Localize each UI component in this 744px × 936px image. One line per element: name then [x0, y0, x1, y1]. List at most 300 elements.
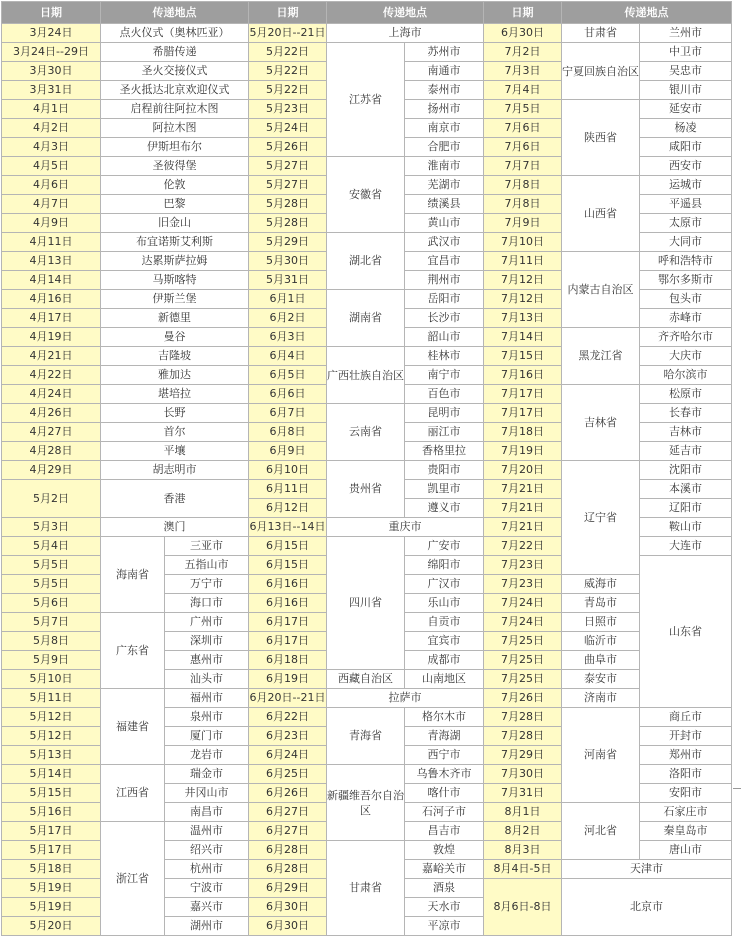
location-cell: 青海省: [327, 708, 405, 765]
date-cell: 4月14日: [2, 271, 101, 290]
location-cell: 江西省: [101, 765, 165, 822]
location-cell: 昌吉市: [405, 822, 484, 841]
date-cell: 5月11日: [2, 689, 101, 708]
date-cell: 5月5日: [2, 556, 101, 575]
location-cell: 长春市: [640, 404, 732, 423]
location-cell: 南宁市: [405, 366, 484, 385]
location-cell: 桂林市: [405, 347, 484, 366]
date-cell: 6月10日: [249, 461, 327, 480]
date-cell: 7月24日: [484, 594, 562, 613]
location-cell: 吉林省: [562, 385, 640, 461]
date-cell: 4月27日: [2, 423, 101, 442]
location-cell: 商丘市: [640, 708, 732, 727]
location-cell: 龙岩市: [165, 746, 249, 765]
location-cell: 甘肃省: [562, 24, 640, 43]
location-cell: 呼和浩特市: [640, 252, 732, 271]
location-cell: 平壤: [101, 442, 249, 461]
date-cell: 5月8日: [2, 632, 101, 651]
date-cell: 4月13日: [2, 252, 101, 271]
header-date-1: 日期: [2, 2, 101, 24]
date-cell: 7月25日: [484, 632, 562, 651]
date-cell: 6月26日: [249, 784, 327, 803]
date-cell: 7月6日: [484, 138, 562, 157]
location-cell: 鄂尔多斯市: [640, 271, 732, 290]
location-cell: 山西省: [562, 176, 640, 252]
date-cell: 6月30日: [249, 898, 327, 917]
date-cell: 7月4日: [484, 81, 562, 100]
date-cell: 4月26日: [2, 404, 101, 423]
date-cell: 6月15日: [249, 556, 327, 575]
location-cell: 运城市: [640, 176, 732, 195]
date-cell: 7月23日: [484, 575, 562, 594]
header-location-1: 传递地点: [101, 2, 249, 24]
location-cell: 武汉市: [405, 233, 484, 252]
date-cell: 5月17日: [2, 841, 101, 860]
location-cell: 济南市: [562, 689, 640, 708]
date-cell: 6月27日: [249, 822, 327, 841]
date-cell: 6月30日: [249, 917, 327, 936]
location-cell: 胡志明市: [101, 461, 249, 480]
location-cell: 达累斯萨拉姆: [101, 252, 249, 271]
date-cell: 7月11日: [484, 252, 562, 271]
date-cell: 5月22日: [249, 81, 327, 100]
location-cell: 巴黎: [101, 195, 249, 214]
location-cell: 延安市: [640, 100, 732, 119]
date-cell: 5月26日: [249, 138, 327, 157]
header-date-2: 日期: [249, 2, 327, 24]
date-cell: 7月19日: [484, 442, 562, 461]
date-cell: 4月1日: [2, 100, 101, 119]
location-cell: 苏州市: [405, 43, 484, 62]
location-cell: 布宜诺斯艾利斯: [101, 233, 249, 252]
location-cell: 青海湖: [405, 727, 484, 746]
location-cell: 长野: [101, 404, 249, 423]
date-cell: 7月18日: [484, 423, 562, 442]
location-cell: 宜昌市: [405, 252, 484, 271]
date-cell: 4月19日: [2, 328, 101, 347]
location-cell: 宁波市: [165, 879, 249, 898]
location-cell: 湖州市: [165, 917, 249, 936]
date-cell: 7月21日: [484, 518, 562, 537]
location-cell: 平凉市: [405, 917, 484, 936]
location-cell: 乐山市: [405, 594, 484, 613]
date-cell: 7月15日: [484, 347, 562, 366]
location-cell: 伦敦: [101, 176, 249, 195]
date-cell: 4月29日: [2, 461, 101, 480]
location-cell: 昆明市: [405, 404, 484, 423]
date-cell: 5月10日: [2, 670, 101, 689]
date-cell: 7月23日: [484, 556, 562, 575]
location-cell: 杭州市: [165, 860, 249, 879]
location-cell: 洛阳市: [640, 765, 732, 784]
date-cell: 4月24日: [2, 385, 101, 404]
location-cell: 山东省: [640, 556, 732, 708]
location-cell: 荆州市: [405, 271, 484, 290]
header-location-2: 传递地点: [327, 2, 484, 24]
date-cell: 5月27日: [249, 176, 327, 195]
location-cell: 北京市: [562, 879, 732, 936]
date-cell: 6月17日: [249, 613, 327, 632]
location-cell: 拉萨市: [327, 689, 484, 708]
date-cell: 5月4日: [2, 537, 101, 556]
date-cell: 7月29日: [484, 746, 562, 765]
date-cell: 5月29日: [249, 233, 327, 252]
date-cell: 4月17日: [2, 309, 101, 328]
date-cell: 5月9日: [2, 651, 101, 670]
date-cell: 6月28日: [249, 860, 327, 879]
location-cell: 甘肃省: [327, 841, 405, 936]
location-cell: 秦皇岛市: [640, 822, 732, 841]
location-cell: 吉林市: [640, 423, 732, 442]
location-cell: 大同市: [640, 233, 732, 252]
table-row: [2, 43, 732, 62]
date-cell: 6月15日: [249, 537, 327, 556]
date-cell: 5月30日: [249, 252, 327, 271]
date-cell: 8月1日: [484, 803, 562, 822]
location-cell: 丽江市: [405, 423, 484, 442]
location-cell: 曼谷: [101, 328, 249, 347]
location-cell: 陕西省: [562, 100, 640, 176]
date-cell: 6月12日: [249, 499, 327, 518]
location-cell: 广东省: [101, 613, 165, 689]
date-cell: 4月16日: [2, 290, 101, 309]
date-cell: 5月22日: [249, 62, 327, 81]
date-cell: 7月2日: [484, 43, 562, 62]
location-cell: 安徽省: [327, 157, 405, 233]
location-cell: 格尔木市: [405, 708, 484, 727]
date-cell: 4月11日: [2, 233, 101, 252]
date-cell: 7月24日: [484, 613, 562, 632]
location-cell: 云南省: [327, 404, 405, 461]
location-cell: 郑州市: [640, 746, 732, 765]
date-cell: 6月28日: [249, 841, 327, 860]
location-cell: 酒泉: [405, 879, 484, 898]
location-cell: 新疆维吾尔自治区: [327, 765, 405, 841]
date-cell: 7月20日: [484, 461, 562, 480]
location-cell: 泰安市: [562, 670, 640, 689]
date-cell: 6月11日: [249, 480, 327, 499]
location-cell: 湖南省: [327, 290, 405, 347]
torch-relay-schedule-table: [1, 1, 732, 936]
location-cell: 温州市: [165, 822, 249, 841]
location-cell: 韶山市: [405, 328, 484, 347]
location-cell: 赤峰市: [640, 309, 732, 328]
location-cell: 万宁市: [165, 575, 249, 594]
location-cell: 堪培拉: [101, 385, 249, 404]
date-cell: 6月29日: [249, 879, 327, 898]
location-cell: 上海市: [327, 24, 484, 43]
location-cell: 福州市: [165, 689, 249, 708]
date-cell: 5月19日: [2, 879, 101, 898]
date-cell: 7月31日: [484, 784, 562, 803]
location-cell: 希腊传递: [101, 43, 249, 62]
location-cell: 凯里市: [405, 480, 484, 499]
date-cell: 4月28日: [2, 442, 101, 461]
date-cell: 8月6日-8日: [484, 879, 562, 936]
date-cell: 7月9日: [484, 214, 562, 233]
date-cell: 7月30日: [484, 765, 562, 784]
date-cell: 7月14日: [484, 328, 562, 347]
location-cell: 绩溪县: [405, 195, 484, 214]
location-cell: 成都市: [405, 651, 484, 670]
date-cell: 3月31日: [2, 81, 101, 100]
location-cell: 伊斯坦布尔: [101, 138, 249, 157]
location-cell: 中卫市: [640, 43, 732, 62]
date-cell: 7月22日: [484, 537, 562, 556]
date-cell: 8月2日: [484, 822, 562, 841]
location-cell: 点火仪式（奥林匹亚）: [101, 24, 249, 43]
date-cell: 7月17日: [484, 404, 562, 423]
location-cell: 哈尔滨市: [640, 366, 732, 385]
date-cell: 7月7日: [484, 157, 562, 176]
date-cell: 5月16日: [2, 803, 101, 822]
date-cell: 7月8日: [484, 176, 562, 195]
date-cell: 5月12日: [2, 727, 101, 746]
table-row: [2, 24, 732, 43]
date-cell: 6月27日: [249, 803, 327, 822]
date-cell: 7月3日: [484, 62, 562, 81]
date-cell: 5月5日: [2, 575, 101, 594]
location-cell: 宜宾市: [405, 632, 484, 651]
location-cell: 雅加达: [101, 366, 249, 385]
date-cell: 6月8日: [249, 423, 327, 442]
location-cell: 贵州省: [327, 461, 405, 518]
date-cell: 7月12日: [484, 290, 562, 309]
location-cell: 辽阳市: [640, 499, 732, 518]
location-cell: 鞍山市: [640, 518, 732, 537]
location-cell: 日照市: [562, 613, 640, 632]
location-cell: 三亚市: [165, 537, 249, 556]
location-cell: 广西壮族自治区: [327, 347, 405, 404]
date-cell: 7月21日: [484, 480, 562, 499]
location-cell: 延吉市: [640, 442, 732, 461]
location-cell: 松原市: [640, 385, 732, 404]
location-cell: 石河子市: [405, 803, 484, 822]
date-cell: 6月1日: [249, 290, 327, 309]
date-cell: 6月2日: [249, 309, 327, 328]
date-cell: 5月28日: [249, 195, 327, 214]
location-cell: 自贡市: [405, 613, 484, 632]
date-cell: 4月7日: [2, 195, 101, 214]
location-cell: 淮南市: [405, 157, 484, 176]
date-cell: 4月3日: [2, 138, 101, 157]
date-cell: 4月5日: [2, 157, 101, 176]
date-cell: 3月24日: [2, 24, 101, 43]
location-cell: 山南地区: [405, 670, 484, 689]
date-cell: 6月6日: [249, 385, 327, 404]
location-cell: 新德里: [101, 309, 249, 328]
location-cell: 唐山市: [640, 841, 732, 860]
date-cell: 6月19日: [249, 670, 327, 689]
date-cell: 5月24日: [249, 119, 327, 138]
location-cell: 杨凌: [640, 119, 732, 138]
location-cell: 厦门市: [165, 727, 249, 746]
location-cell: 曲阜市: [562, 651, 640, 670]
location-cell: 圣彼得堡: [101, 157, 249, 176]
location-cell: 开封市: [640, 727, 732, 746]
date-cell: 6月17日: [249, 632, 327, 651]
date-cell: 7月5日: [484, 100, 562, 119]
date-cell: 8月4日-5日: [484, 860, 562, 879]
location-cell: 石家庄市: [640, 803, 732, 822]
date-cell: 7月13日: [484, 309, 562, 328]
date-cell: 7月26日: [484, 689, 562, 708]
location-cell: 平遥县: [640, 195, 732, 214]
location-cell: 广汉市: [405, 575, 484, 594]
date-cell: 5月31日: [249, 271, 327, 290]
location-cell: 咸阳市: [640, 138, 732, 157]
date-cell: 5月28日: [249, 214, 327, 233]
date-cell: 6月25日: [249, 765, 327, 784]
location-cell: 贵阳市: [405, 461, 484, 480]
date-cell: 5月27日: [249, 157, 327, 176]
date-cell: 5月23日: [249, 100, 327, 119]
header-location-3: 传递地点: [562, 2, 732, 24]
location-cell: 河北省: [562, 803, 640, 860]
date-cell: 4月6日: [2, 176, 101, 195]
location-cell: 芜湖市: [405, 176, 484, 195]
location-cell: 齐齐哈尔市: [640, 328, 732, 347]
date-cell: 3月30日: [2, 62, 101, 81]
location-cell: 乌鲁木齐市: [405, 765, 484, 784]
date-cell: 6月18日: [249, 651, 327, 670]
table-row: [2, 689, 732, 708]
date-cell: 6月9日: [249, 442, 327, 461]
location-cell: 启程前往阿拉木图: [101, 100, 249, 119]
location-cell: 瑞金市: [165, 765, 249, 784]
location-cell: 南京市: [405, 119, 484, 138]
date-cell: 7月10日: [484, 233, 562, 252]
date-cell: 7月25日: [484, 651, 562, 670]
location-cell: 大连市: [640, 537, 732, 556]
date-cell: 7月17日: [484, 385, 562, 404]
location-cell: 百色市: [405, 385, 484, 404]
date-cell: 5月20日--21日: [249, 24, 327, 43]
location-cell: 湖北省: [327, 233, 405, 290]
location-cell: 吉隆坡: [101, 347, 249, 366]
location-cell: 辽宁省: [562, 461, 640, 575]
location-cell: 临沂市: [562, 632, 640, 651]
location-cell: 岳阳市: [405, 290, 484, 309]
location-cell: 旧金山: [101, 214, 249, 233]
date-cell: 6月4日: [249, 347, 327, 366]
location-cell: 广州市: [165, 613, 249, 632]
location-cell: 喀什市: [405, 784, 484, 803]
table-row: [2, 461, 732, 480]
location-cell: 大庆市: [640, 347, 732, 366]
date-cell: 5月18日: [2, 860, 101, 879]
location-cell: 安阳市: [640, 784, 732, 803]
location-cell: 泰州市: [405, 81, 484, 100]
location-cell: 西藏自治区: [327, 670, 405, 689]
location-cell: 惠州市: [165, 651, 249, 670]
location-cell: 江苏省: [327, 43, 405, 157]
date-cell: 7月21日: [484, 499, 562, 518]
location-cell: 汕头市: [165, 670, 249, 689]
location-cell: 包头市: [640, 290, 732, 309]
date-cell: 6月30日: [484, 24, 562, 43]
date-cell: 7月28日: [484, 727, 562, 746]
date-cell: 4月21日: [2, 347, 101, 366]
location-cell: 南昌市: [165, 803, 249, 822]
date-cell: 5月7日: [2, 613, 101, 632]
location-cell: 遵义市: [405, 499, 484, 518]
location-cell: 四川省: [327, 537, 405, 670]
location-cell: 绵阳市: [405, 556, 484, 575]
location-cell: 天津市: [562, 860, 732, 879]
location-cell: 泉州市: [165, 708, 249, 727]
location-cell: 南通市: [405, 62, 484, 81]
date-cell: 5月12日: [2, 708, 101, 727]
location-cell: 沈阳市: [640, 461, 732, 480]
location-cell: 五指山市: [165, 556, 249, 575]
location-cell: 河南省: [562, 708, 640, 803]
header-date-3: 日期: [484, 2, 562, 24]
location-cell: 马斯喀特: [101, 271, 249, 290]
location-cell: 圣火交接仪式: [101, 62, 249, 81]
date-cell: 5月3日: [2, 518, 101, 537]
date-cell: 7月25日: [484, 670, 562, 689]
location-cell: 绍兴市: [165, 841, 249, 860]
date-cell: 5月6日: [2, 594, 101, 613]
date-cell: 6月16日: [249, 575, 327, 594]
date-cell: 5月17日: [2, 822, 101, 841]
date-cell: 6月20日--21日: [249, 689, 327, 708]
location-cell: 重庆市: [327, 518, 484, 537]
schedule-body: [2, 24, 732, 936]
location-cell: 西安市: [640, 157, 732, 176]
location-cell: 香格里拉: [405, 442, 484, 461]
date-cell: 6月22日: [249, 708, 327, 727]
date-cell: 6月24日: [249, 746, 327, 765]
location-cell: 扬州市: [405, 100, 484, 119]
location-cell: 嘉峪关市: [405, 860, 484, 879]
location-cell: 福建省: [101, 689, 165, 765]
location-cell: 内蒙古自治区: [562, 252, 640, 328]
date-cell: 7月8日: [484, 195, 562, 214]
location-cell: 黑龙江省: [562, 328, 640, 385]
location-cell: 兰州市: [640, 24, 732, 43]
location-cell: 吴忠市: [640, 62, 732, 81]
location-cell: 敦煌: [405, 841, 484, 860]
location-cell: 长沙市: [405, 309, 484, 328]
location-cell: 圣火抵达北京欢迎仪式: [101, 81, 249, 100]
date-cell: 6月16日: [249, 594, 327, 613]
location-cell: 天水市: [405, 898, 484, 917]
location-cell: 银川市: [640, 81, 732, 100]
location-cell: 黄山市: [405, 214, 484, 233]
date-cell: 6月5日: [249, 366, 327, 385]
location-cell: 太原市: [640, 214, 732, 233]
date-cell: 5月20日: [2, 917, 101, 936]
date-cell: 5月19日: [2, 898, 101, 917]
location-cell: 宁夏回族自治区: [562, 43, 640, 100]
date-cell: 7月16日: [484, 366, 562, 385]
date-cell: 4月2日: [2, 119, 101, 138]
location-cell: 嘉兴市: [165, 898, 249, 917]
location-cell: 海南省: [101, 537, 165, 613]
date-cell: 7月12日: [484, 271, 562, 290]
date-cell: 6月13日--14日: [249, 518, 327, 537]
date-cell: 8月3日: [484, 841, 562, 860]
date-cell: 7月6日: [484, 119, 562, 138]
date-cell: 7月28日: [484, 708, 562, 727]
location-cell: 首尔: [101, 423, 249, 442]
location-cell: 深圳市: [165, 632, 249, 651]
location-cell: 伊斯兰堡: [101, 290, 249, 309]
location-cell: 浙江省: [101, 822, 165, 936]
date-cell: 5月2日: [2, 480, 101, 518]
